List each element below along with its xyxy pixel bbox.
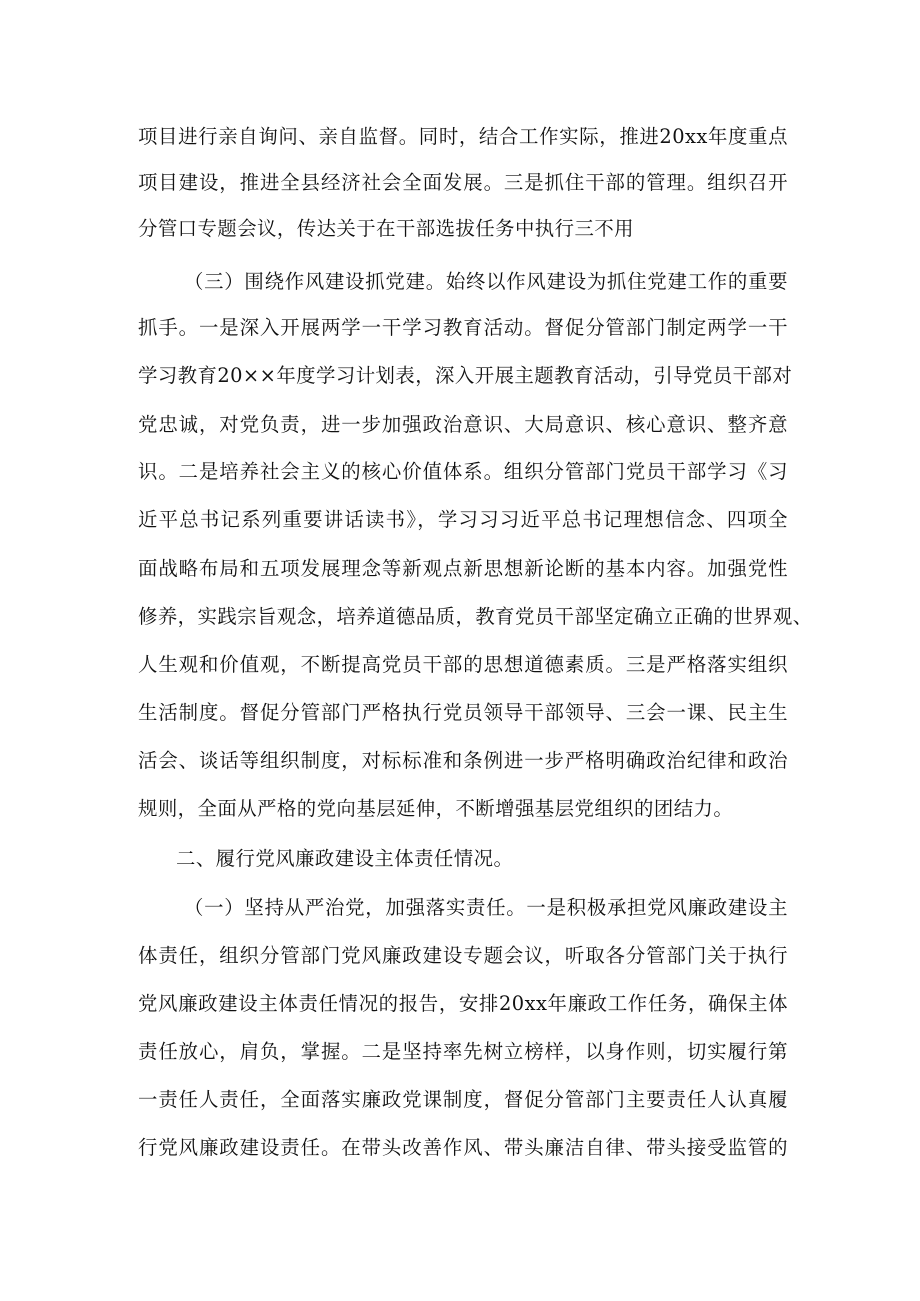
text-line: 学习教育20××年度学习计划表，深入开展主题教育活动，引导党员干部对 <box>138 364 793 387</box>
text-line: 分管口专题会议，传达关于在干部选拔任务中执行三不用 <box>138 217 635 240</box>
text-line: 行党风廉政建设责任。在带头改善作风、带头廉洁自律、带头接受监管的 <box>138 1136 788 1159</box>
section-heading: 二、履行党风廉政建设主体责任情况。 <box>176 847 514 870</box>
text-line: 近平总书记系列重要讲话读书》，学习习习近平总书记理想信念、四项全 <box>138 508 788 531</box>
text-line: 一责任人责任，全面落实廉政党课制度，督促分管部门主要责任人认真履 <box>138 1088 788 1111</box>
text-line: 人生观和价值观，不断提高党员干部的思想道德素质。三是严格落实组织 <box>138 653 788 676</box>
text-line: 党风廉政建设主体责任情况的报告，安排20xx年廉政工作任务，确保主体 <box>138 992 788 1015</box>
text-line: 体责任，组织分管部门党风廉政建设专题会议，听取各分管部门关于执行 <box>138 944 788 967</box>
text-line: （一）坚持从严治党，加强落实责任。一是积极承担党风廉政建设主 <box>184 896 788 919</box>
text-line: 规则，全面从严格的党向基层延伸，不断增强基层党组织的团结力。 <box>138 797 734 820</box>
text-line: 识。二是培养社会主义的核心价值体系。组织分管部门党员干部学习《习 <box>138 460 788 483</box>
text-line: 项目进行亲自询问、亲自监督。同时，结合工作实际，推进20xx年度重点 <box>138 125 788 148</box>
text-line: 党忠诚，对党负责，进一步加强政治意识、大局意识、核心意识、整齐意 <box>138 413 788 436</box>
text-line: 责任放心，肩负，掌握。二是坚持率先树立榜样，以身作则，切实履行第 <box>138 1040 788 1063</box>
text-line: 面战略布局和五项发展理念等新观点新思想新论断的基本内容。加强党性 <box>138 557 788 580</box>
text-line: 活会、谈话等组织制度，对标标准和条例进一步严格明确政治纪律和政治 <box>138 749 788 772</box>
text-line: 抓手。一是深入开展两学一干学习教育活动。督促分管部门制定两学一干 <box>138 316 788 339</box>
text-line: 生活制度。督促分管部门严格执行党员领导干部领导、三会一课、民主生 <box>138 701 788 724</box>
text-line: 修养，实践宗旨观念，培养道德品质，教育党员干部坚定确立正确的世界观、 <box>138 605 813 628</box>
text-line: （三）围绕作风建设抓党建。始终以作风建设为抓住党建工作的重要 <box>184 270 788 293</box>
text-line: 项目建设，推进全县经济社会全面发展。三是抓住干部的管理。组织召开 <box>138 171 788 194</box>
